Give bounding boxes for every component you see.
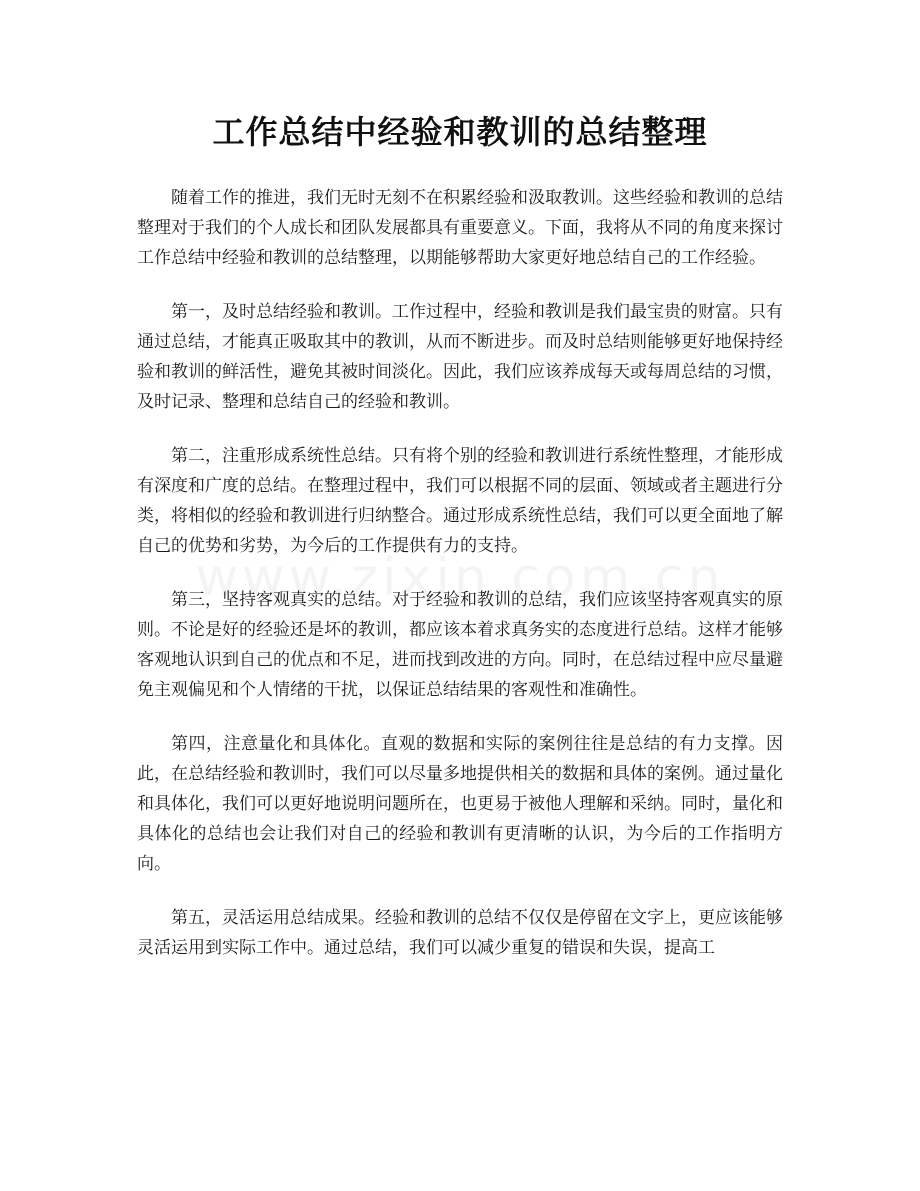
document-title: 工作总结中经验和教训的总结整理 [212,113,708,151]
document-body [137,183,783,987]
paragraph-point-1: 第一，及时总结经验和教训。工作过程中，经验和教训是我们最宝贵的财富。只有通过总结，才能真正吸取其中的教训，从而不断进步。而及时总结则能够更好地保持经验和教训的鲜活性，避免其被时间淡化。因此，我们应该养成每天或每周总结的习惯，及时记录、整理和总结自己的经验和教训。 [137,302,783,412]
paragraph-point-2: 第二，注重形成系统性总结。只有将个别的经验和教训进行系统性整理，才能形成有深度和广度的总结。在整理过程中，我们可以根据不同的层面、领域或者主题进行分类，将相似的经验和教训进行归纳整合。通过形成系统性总结，我们可以更全面地了解自己的优势和劣势，为今后的工作提供有力的支持。 [137,446,783,556]
paragraph-point-5: 第五，灵活运用总结成果。经验和教训的总结不仅仅是停留在文字上，更应该能够灵活运用到实际工作中。通过总结，我们可以减少重复的错误和失误，提高工 [137,908,783,958]
paragraph-point-4: 第四，注意量化和具体化。直观的数据和实际的案例往往是总结的有力支撑。因此，在总结经验和教训时，我们可以尽量多地提供相关的数据和具体的案例。通过量化和具体化，我们可以更好地说明问题所在，也更易于被他人理解和采纳。同时，量化和具体化的总结也会让我们对自己的经验和教训有更清晰的认识，为今后的工作指明方向。 [137,734,783,874]
paragraph-intro: 随着工作的推进，我们无时无刻不在积累经验和汲取教训。这些经验和教训的总结整理对于我们的个人成长和团队发展都具有重要意义。下面，我将从不同的角度来探讨工作总结中经验和教训的总结整理，以期能够帮助大家更好地总结自己的工作经验。 [137,188,783,268]
paragraph-point-3: 第三，坚持客观真实的总结。对于经验和教训的总结，我们应该坚持客观真实的原则。不论是好的经验还是坏的教训，都应该本着求真务实的态度进行总结。这样才能够客观地认识到自己的优点和不足，进而找到改进的方向。同时，在总结过程中应尽量避免主观偏见和个人情绪的干扰，以保证总结结果的客观性和准确性。 [137,590,783,700]
